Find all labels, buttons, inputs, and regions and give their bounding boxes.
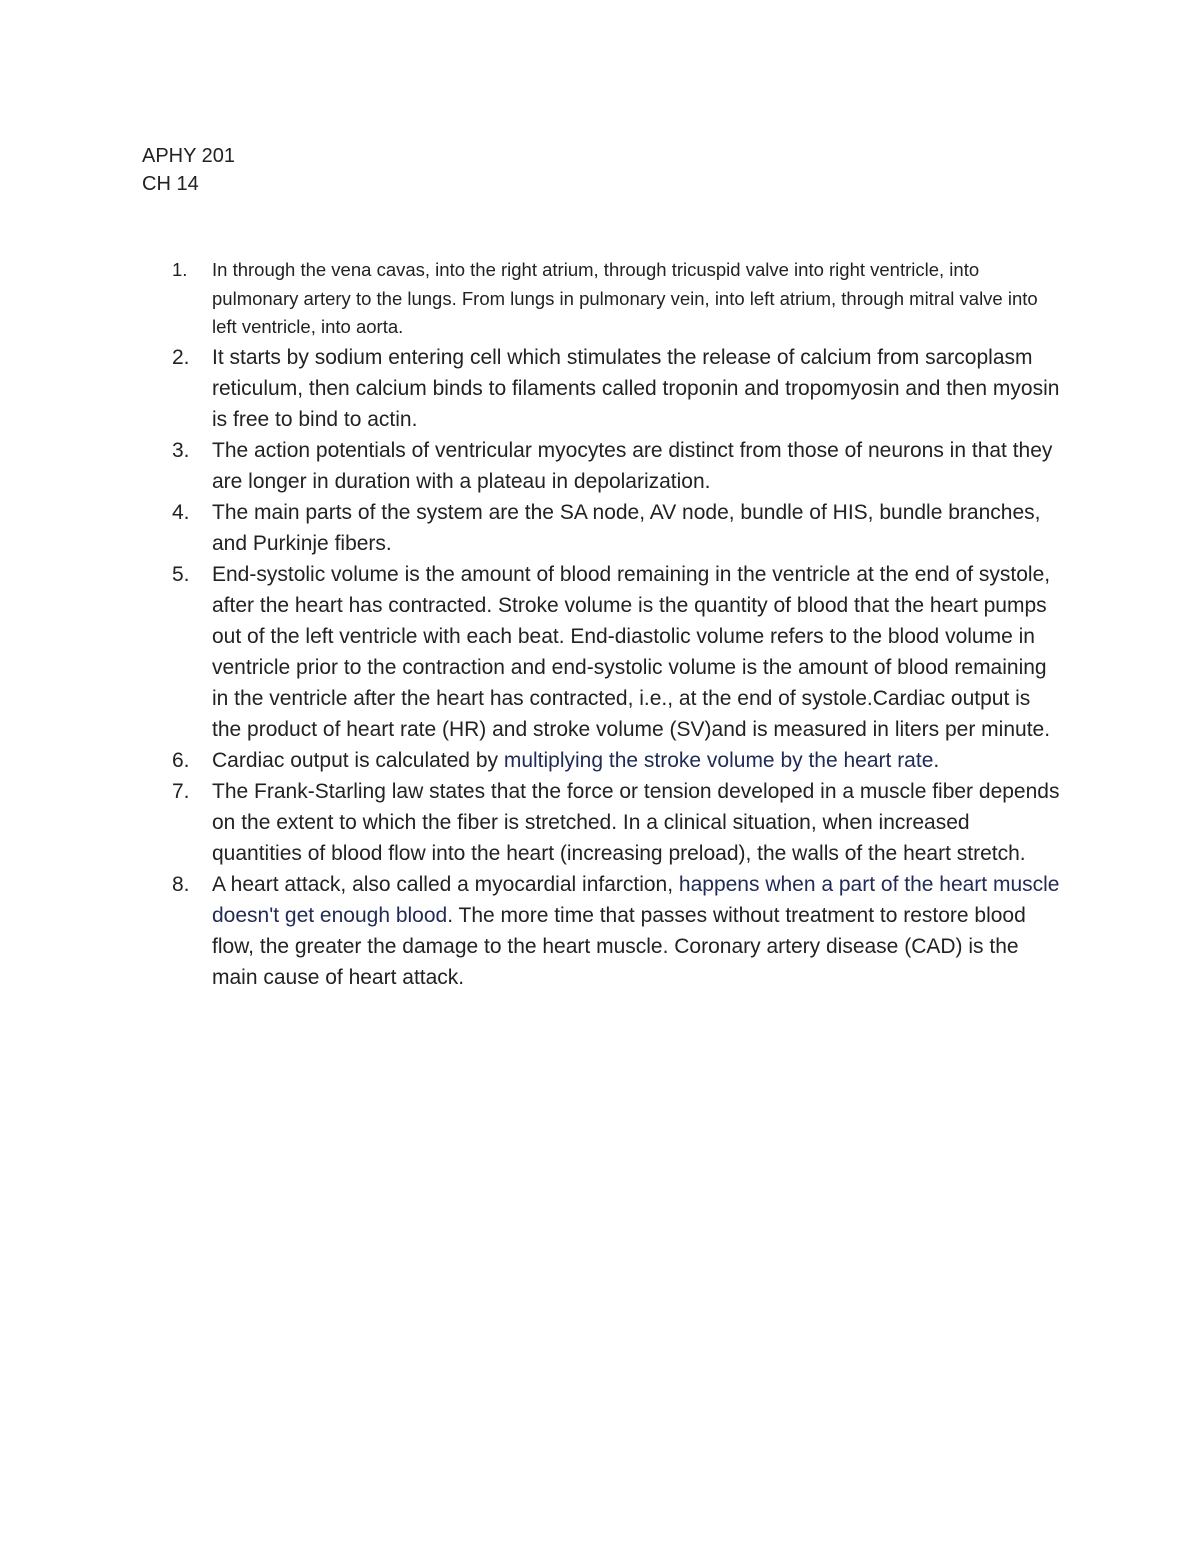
answer-item-1 (172, 256, 1062, 342)
answer-text: It starts by sodium entering cell which stimulates the release of calcium from sarcoplasm reticulum, then calcium binds to filaments called troponin and tropomyosin and then myosin is free to bind to actin. (212, 345, 1060, 431)
chapter-label: CH 14 (142, 173, 199, 195)
answer-item-2 (172, 342, 1062, 435)
answer-item-3 (172, 435, 1062, 497)
answer-number: 2. (172, 345, 190, 369)
answer-number: 3. (172, 438, 190, 462)
answer-number: 8. (172, 872, 190, 896)
answer-text: A heart attack, also called a myocardial infarction, (212, 872, 679, 896)
answer-item-6 (172, 745, 1062, 776)
answer-item-8 (172, 869, 1062, 993)
answer-text: The action potentials of ventricular myocytes are distinct from those of neurons in that they are longer in duration with a plateau in depolarization. (212, 438, 1053, 493)
document-header (142, 142, 235, 198)
course-code: APHY 201 (142, 145, 236, 167)
answer-item-7 (172, 776, 1062, 869)
answer-list (172, 256, 1062, 993)
answer-text-end: . The more time that passes without treatment to restore blood flow, the greater the damage to the heart muscle. Coronary artery disease (CAD) is the main cause of heart attack. (212, 903, 1026, 989)
answer-text-highlight: multiplying the stroke volume by the heart rate (503, 748, 934, 772)
answer-number: 6. (172, 748, 190, 772)
answer-text: The Frank-Starling law states that the force or tension developed in a muscle fiber depends on the extent to which the fiber is stretched. In a clinical situation, when increased quantities of blood flow into the heart (increasing preload), the walls of the heart stretch. (212, 779, 1060, 865)
answer-text: The main parts of the system are the SA node, AV node, bundle of HIS, bundle branches, and Purkinje fibers. (212, 500, 1041, 555)
answer-text-end: . (933, 748, 940, 772)
answer-text-highlight: happens when a part of the heart muscle doesn't get enough blood (212, 872, 1060, 927)
answer-item-4 (172, 497, 1062, 559)
answer-number: 5. (172, 562, 190, 586)
answer-number: 4. (172, 500, 190, 524)
answer-text: In through the vena cavas, into the right atrium, through tricuspid valve into right ventricle, into pulmonary artery to the lungs. From lungs in pulmonary vein, into left atrium, through mitral valve into left ventricle, into aorta. (212, 259, 1038, 337)
answer-number: 7. (172, 779, 190, 803)
answer-number: 1. (172, 259, 188, 280)
answer-text: End-systolic volume is the amount of blood remaining in the ventricle at the end of systole, after the heart has contracted. Stroke volume is the quantity of blood that the heart pumps out of the left ventricle with each beat. End-diastolic volume refers to the blood volume in ventricle prior to the contraction and end-systolic volume is the amount of blood remaining in the ventricle after the heart has contracted, i.e., at the end of systole.Cardiac output is the product of heart rate (HR) and stroke volume (SV)and is measured in liters per minute. (212, 562, 1051, 741)
answer-item-5 (172, 559, 1062, 745)
answer-text: Cardiac output is calculated by (212, 748, 504, 772)
